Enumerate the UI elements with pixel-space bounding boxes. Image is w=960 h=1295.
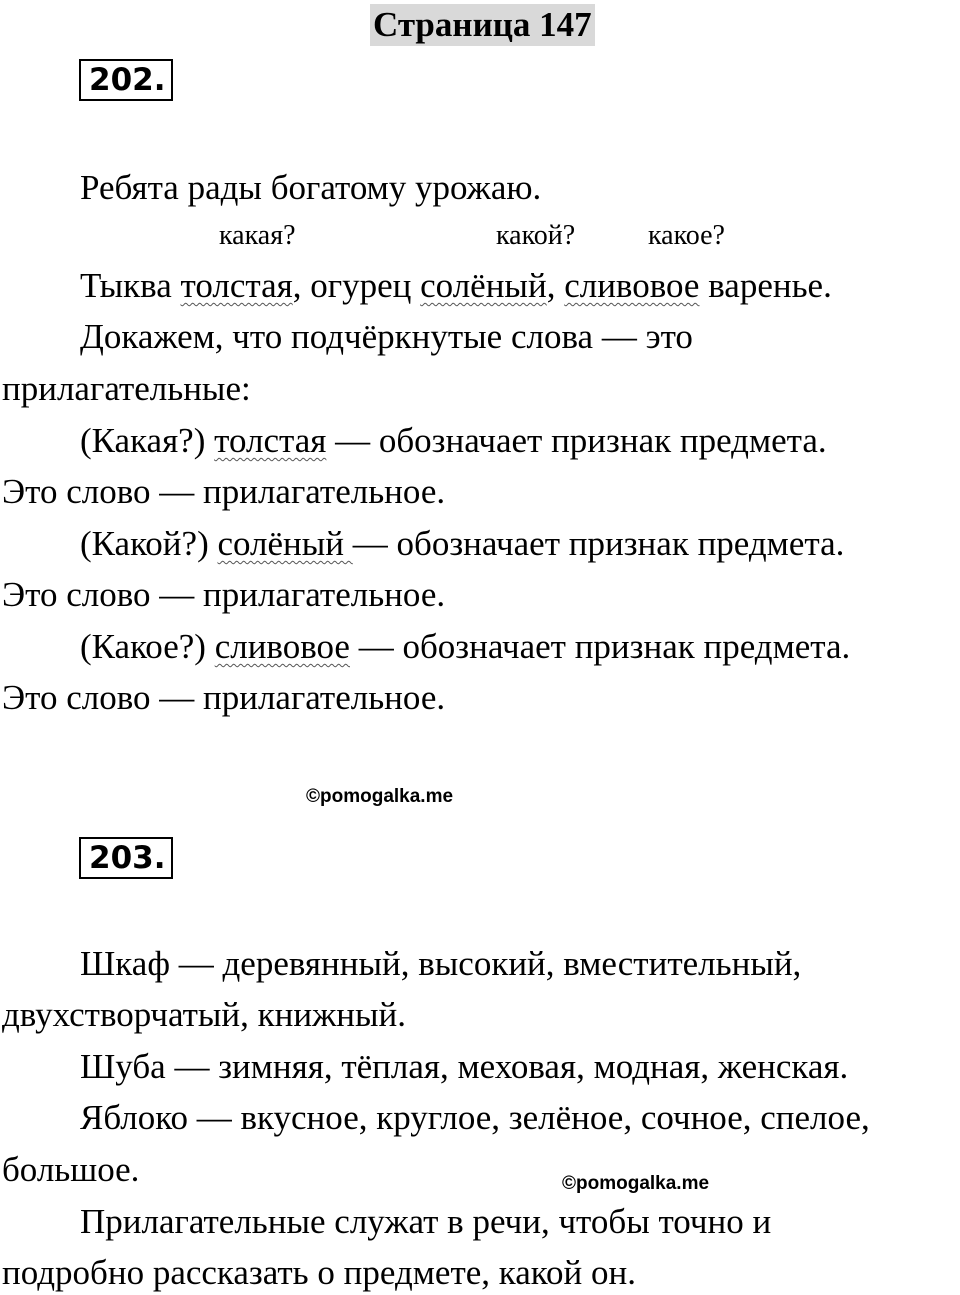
underlined-word: солёный <box>420 266 547 305</box>
page-title: Страница 147 <box>370 4 595 46</box>
proof-line-1: Докажем, что подчёркнутые слова — это <box>80 317 693 356</box>
underlined-word: сливовое <box>214 627 350 666</box>
conclusion-2: Это слово — прилагательное. <box>2 575 446 614</box>
task-number-203: 203. <box>79 837 173 879</box>
proof-item-3 <box>80 626 850 668</box>
question-label: (Какое?) <box>80 627 215 666</box>
conclusion-1: Это слово — прилагательное. <box>2 472 446 511</box>
text-fragment: , <box>546 266 565 305</box>
underlined-word: толстая <box>214 421 327 460</box>
task-203-line-3: Шуба — зимняя, тёплая, меховая, модная, женская. <box>80 1047 849 1086</box>
underlined-word: сливовое <box>564 266 700 305</box>
watermark: ©pomogalka.me <box>562 1173 710 1194</box>
text-fragment: — обозначает признак предмета. <box>326 421 827 460</box>
text-fragment: варенье. <box>699 266 832 305</box>
conclusion-3: Это слово — прилагательное. <box>2 678 446 717</box>
question-kakaya: какая? <box>219 220 296 251</box>
task-203-line-7: подробно рассказать о предмете, какой он. <box>2 1253 636 1292</box>
question-label: (Какая?) <box>80 421 215 460</box>
text-fragment: Тыква <box>80 266 181 305</box>
task-number-202: 202. <box>79 59 173 101</box>
task-202-example-line <box>80 265 832 307</box>
text-fragment: , огурец <box>292 266 421 305</box>
task-202-sentence: Ребята рады богатому урожаю. <box>80 168 542 207</box>
proof-item-2 <box>80 523 844 565</box>
task-203-line-2: двухстворчатый, книжный. <box>2 995 407 1034</box>
underlined-word: толстая <box>180 266 293 305</box>
proof-line-2: прилагательные: <box>2 369 251 408</box>
task-203-line-4: Яблоко — вкусное, круглое, зелёное, сочное, спелое, <box>80 1098 870 1137</box>
watermark: ©pomogalka.me <box>306 786 454 807</box>
proof-item-1 <box>80 420 827 462</box>
text-fragment: — обозначает признак предмета. <box>352 524 845 563</box>
text-fragment: — обозначает признак предмета. <box>349 627 851 666</box>
task-203-line-6: Прилагательные служат в речи, чтобы точно и <box>80 1202 772 1241</box>
task-203-line-1: Шкаф — деревянный, высокий, вместительный, <box>80 944 802 983</box>
question-kakoe: какое? <box>648 220 725 251</box>
question-label: (Какой?) <box>80 524 218 563</box>
question-kakoy: какой? <box>496 220 576 251</box>
task-203-line-5: большое. <box>2 1150 140 1189</box>
underlined-word: солёный <box>217 524 353 563</box>
